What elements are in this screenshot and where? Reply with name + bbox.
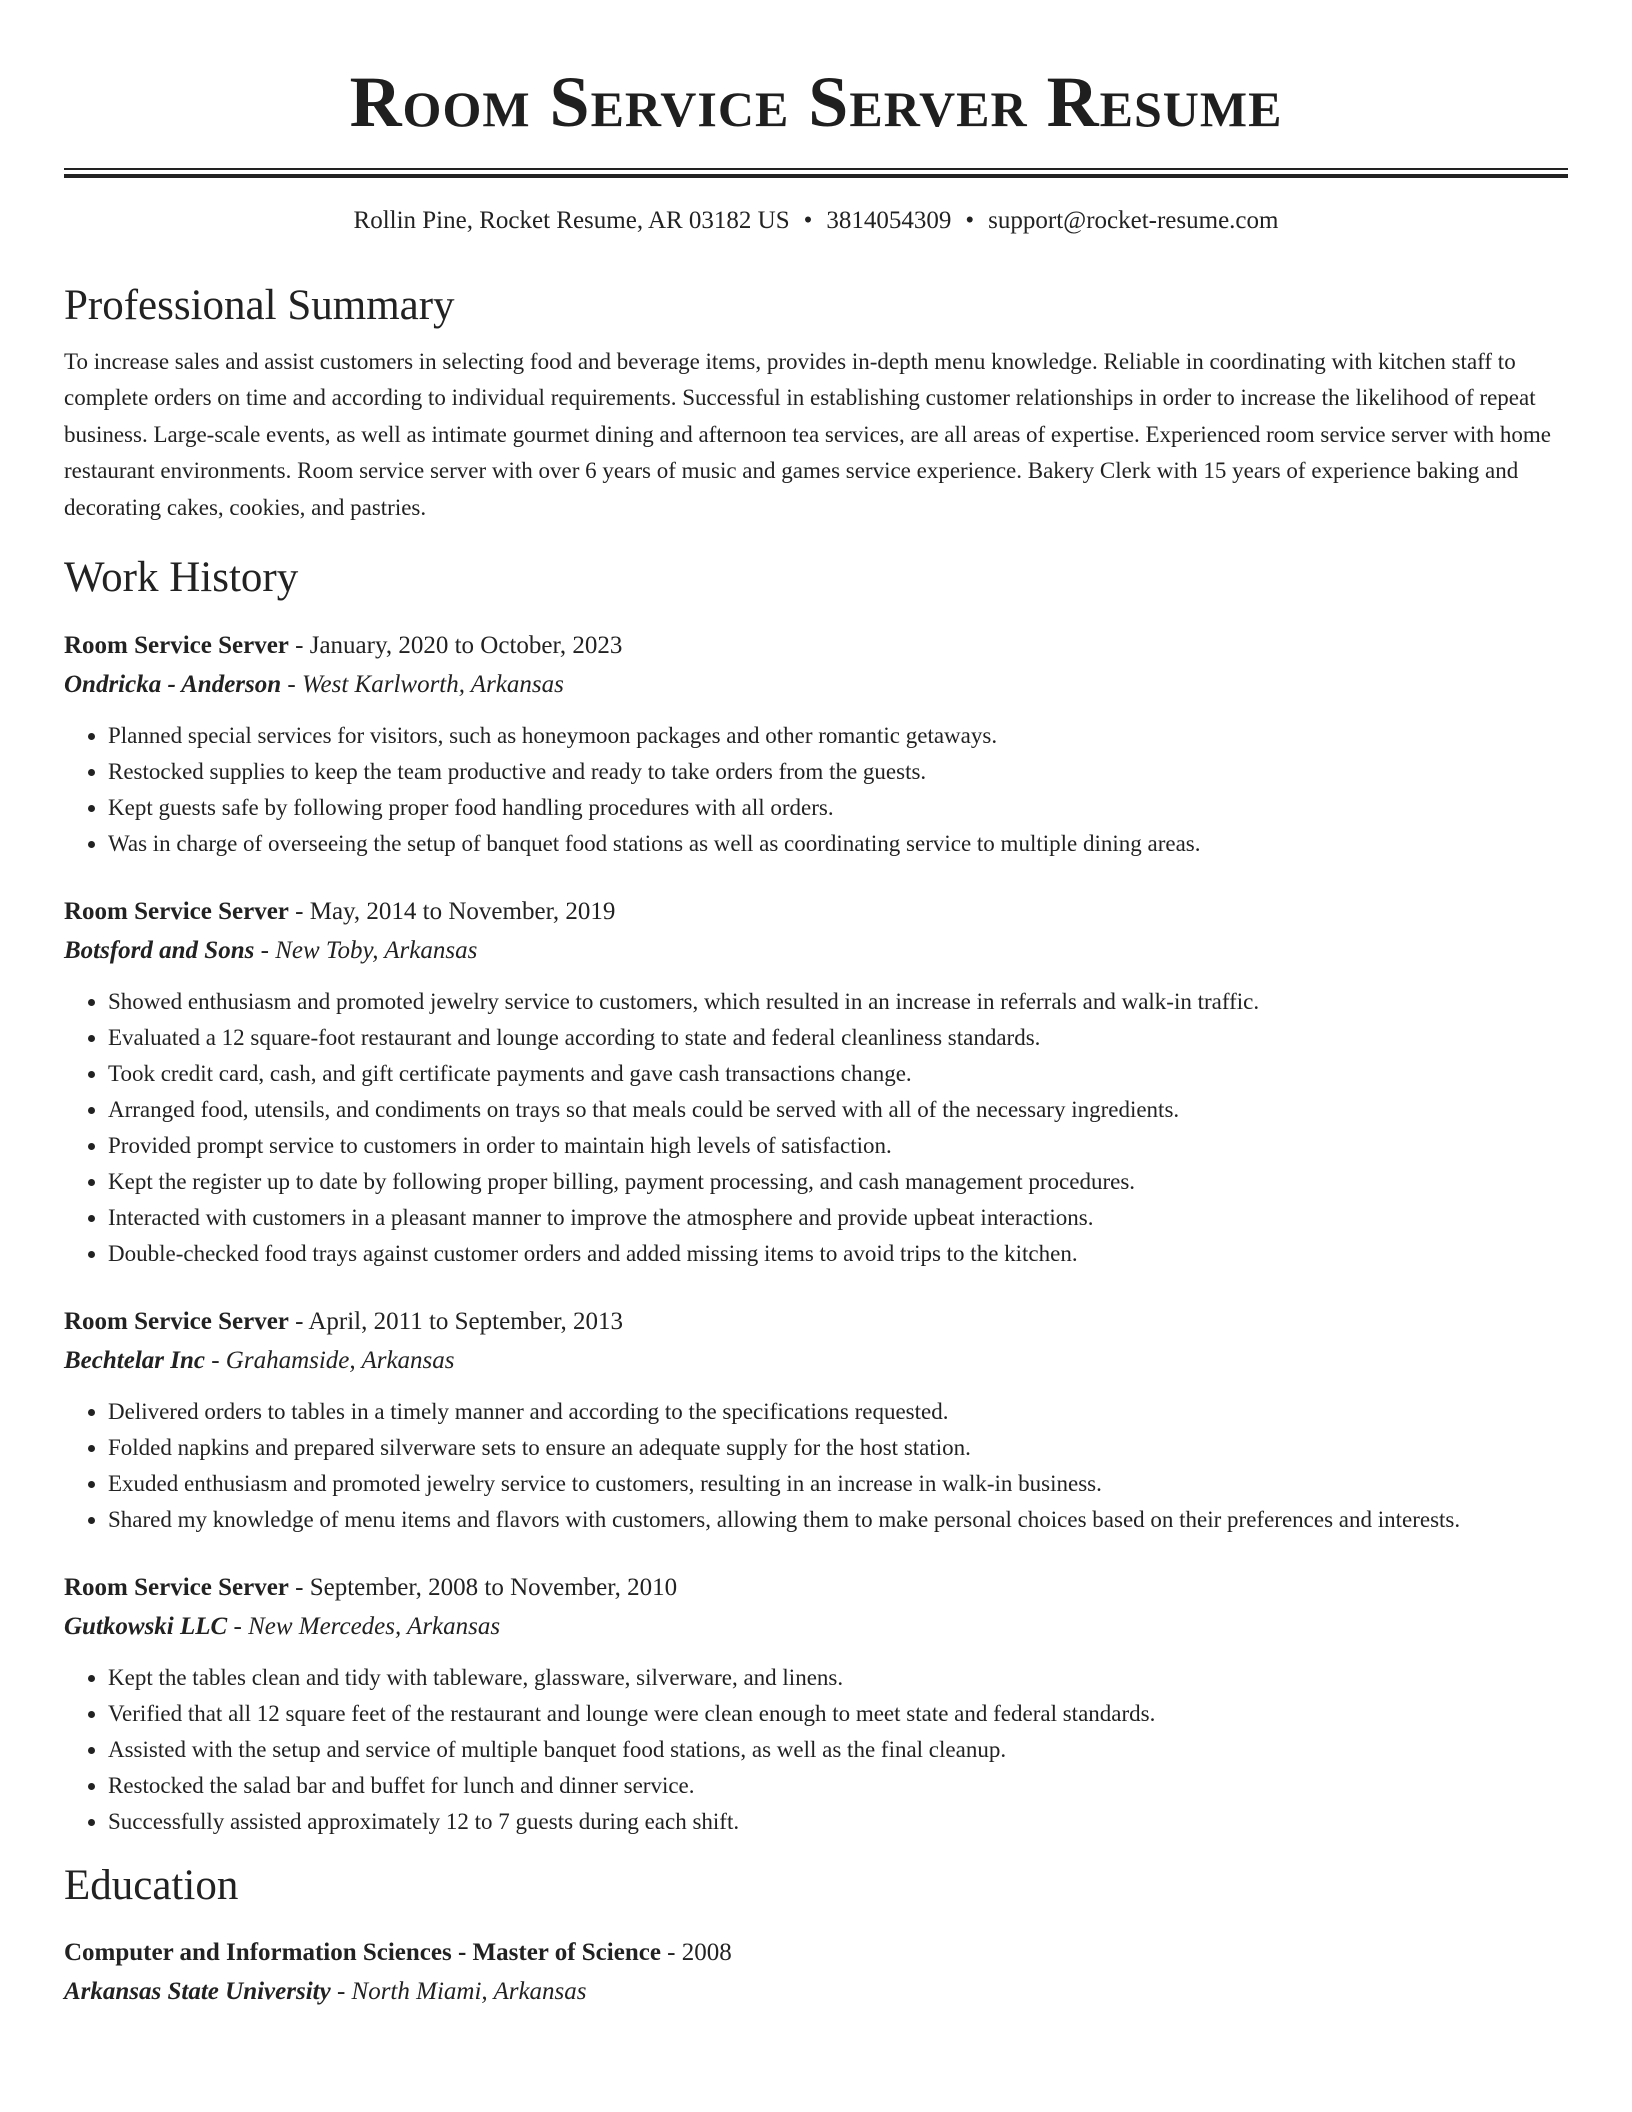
education-location: North Miami, Arkansas	[351, 1978, 587, 2006]
contact-separator: •	[965, 207, 975, 234]
job-duty: • Double-checked food trays against customer orders and added missing items to avoid trips to the kitchen.	[108, 1236, 1568, 1272]
job-duties-list	[64, 1394, 1568, 1538]
education-degree: Computer and Information Sciences - Master of Science	[64, 1939, 661, 1967]
job-duty: • Took credit card, cash, and gift certificate payments and gave cash transactions change.	[108, 1056, 1568, 1092]
job-title: Room Service Server	[64, 631, 289, 659]
job-location: West Karlworth, Arkansas	[302, 670, 564, 698]
job-duty: • Was in charge of overseeing the setup of banquet food stations as well as coordinating service to multiple dining areas.	[108, 826, 1568, 862]
job-duty: • Showed enthusiasm and promoted jewelry service to customers, which resulted in an increase in referrals and walk-in traffic.	[108, 984, 1568, 1020]
job-dates: April, 2011 to September, 2013	[308, 1307, 624, 1335]
job-title-line: Room Service Server - September, 2008 to November, 2010	[64, 1573, 678, 1601]
job-duty: • Shared my knowledge of menu items and flavors with customers, allowing them to make personal choices based on their preferences and interests.	[108, 1502, 1568, 1538]
job-entry	[64, 892, 1568, 1272]
job-entry	[64, 1302, 1568, 1538]
education-year: 2008	[681, 1939, 732, 1967]
contact-address: Rollin Pine, Rocket Resume, AR 03182 US	[353, 207, 790, 234]
contact-line	[64, 206, 1568, 236]
job-employer-line: Bechtelar Inc - Grahamside, Arkansas	[64, 1346, 455, 1374]
job-duties-list	[64, 984, 1568, 1272]
job-employer: Gutkowski LLC	[64, 1612, 228, 1640]
job-duty: • Delivered orders to tables in a timely manner and according to the specifications requested.	[108, 1394, 1568, 1430]
education-school: Arkansas State University	[64, 1978, 331, 2006]
job-duty: • Kept the register up to date by following proper billing, payment processing, and cash management procedures.	[108, 1164, 1568, 1200]
job-duty: • Assisted with the setup and service of multiple banquet food stations, as well as the final cleanup.	[108, 1732, 1568, 1768]
job-location: Grahamside, Arkansas	[225, 1346, 455, 1374]
job-employer: Botsford and Sons	[64, 936, 255, 964]
work-history-heading: Work History	[64, 554, 299, 602]
job-duty: • Exuded enthusiasm and promoted jewelry service to customers, resulting in an increase in walk-in business.	[108, 1466, 1568, 1502]
job-duty: • Interacted with customers in a pleasant manner to improve the atmosphere and provide upbeat interactions.	[108, 1200, 1568, 1236]
job-title-line: Room Service Server - January, 2020 to October, 2023	[64, 631, 623, 659]
job-dates: September, 2008 to November, 2010	[309, 1573, 678, 1601]
job-employer-line: Ondricka - Anderson - West Karlworth, Arkansas	[64, 670, 564, 698]
job-entry	[64, 626, 1568, 862]
summary-text: To increase sales and assist customers in selecting food and beverage items, provides in-depth menu knowledge. Reliable in coordinating with kitchen staff to complete orders on time and according to individual requirements. Successful in establishing customer relationships in order to increase the likelihood of repeat business. Large-scale events, as well as intimate gourmet dining and afternoon tea services, are all areas of expertise. Experienced room service server with home restaurant environments. Room service server with over 6 years of music and games service experience. Bakery Clerk with 15 years of experience baking and decorating cakes, cookies, and pastries.	[64, 348, 1551, 520]
job-title: Room Service Server	[64, 1573, 289, 1601]
job-duty: • Kept the tables clean and tidy with tableware, glassware, silverware, and linens.	[108, 1660, 1568, 1696]
job-title-line: Room Service Server - April, 2011 to September, 2013	[64, 1307, 624, 1335]
job-duty: • Successfully assisted approximately 12 to 7 guests during each shift.	[108, 1804, 1568, 1840]
education-degree-line: Computer and Information Sciences - Master of Science - 2008	[64, 1939, 732, 1967]
job-title: Room Service Server	[64, 897, 289, 925]
job-duty: • Provided prompt service to customers in order to maintain high levels of satisfaction.	[108, 1128, 1568, 1164]
job-duties-list	[64, 718, 1568, 862]
job-location: New Toby, Arkansas	[275, 936, 478, 964]
contact-email: support@rocket-resume.com	[988, 207, 1279, 234]
job-duty: • Restocked supplies to keep the team productive and ready to take orders from the guests.	[108, 754, 1568, 790]
job-duties-list	[64, 1660, 1568, 1840]
job-duty: • Planned special services for visitors, such as honeymoon packages and other romantic getaways.	[108, 718, 1568, 754]
resume-title: Room Service Server Resume	[349, 62, 1283, 142]
job-duty: • Folded napkins and prepared silverware sets to ensure an adequate supply for the host station.	[108, 1430, 1568, 1466]
education-school-line: Arkansas State University - North Miami, Arkansas	[64, 1978, 587, 2006]
job-duty: • Evaluated a 12 square-foot restaurant and lounge according to state and federal cleanliness standards.	[108, 1020, 1568, 1056]
education-entry	[64, 1933, 1568, 2011]
contact-separator: •	[803, 207, 813, 234]
job-employer: Bechtelar Inc	[64, 1346, 205, 1374]
contact-phone: 3814054309	[826, 207, 952, 234]
job-dates: May, 2014 to November, 2019	[309, 897, 616, 925]
summary-heading: Professional Summary	[64, 282, 455, 329]
job-employer-line: Gutkowski LLC - New Mercedes, Arkansas	[64, 1612, 501, 1640]
job-employer-line: Botsford and Sons - New Toby, Arkansas	[64, 936, 478, 964]
job-employer: Ondricka - Anderson	[64, 670, 282, 698]
education-heading: Education	[64, 1861, 239, 1909]
job-location: New Mercedes, Arkansas	[248, 1612, 501, 1640]
job-title: Room Service Server	[64, 1307, 289, 1335]
job-duty: • Arranged food, utensils, and condiments on trays so that meals could be served with all of the necessary ingredients.	[108, 1092, 1568, 1128]
title-divider	[64, 168, 1568, 178]
job-duty: • Kept guests safe by following proper food handling procedures with all orders.	[108, 790, 1568, 826]
job-title-line: Room Service Server - May, 2014 to November, 2019	[64, 897, 616, 925]
job-duty: • Verified that all 12 square feet of the restaurant and lounge were clean enough to meet state and federal standards.	[108, 1696, 1568, 1732]
job-dates: January, 2020 to October, 2023	[309, 631, 623, 659]
job-duty: • Restocked the salad bar and buffet for lunch and dinner service.	[108, 1768, 1568, 1804]
job-entry	[64, 1568, 1568, 1840]
